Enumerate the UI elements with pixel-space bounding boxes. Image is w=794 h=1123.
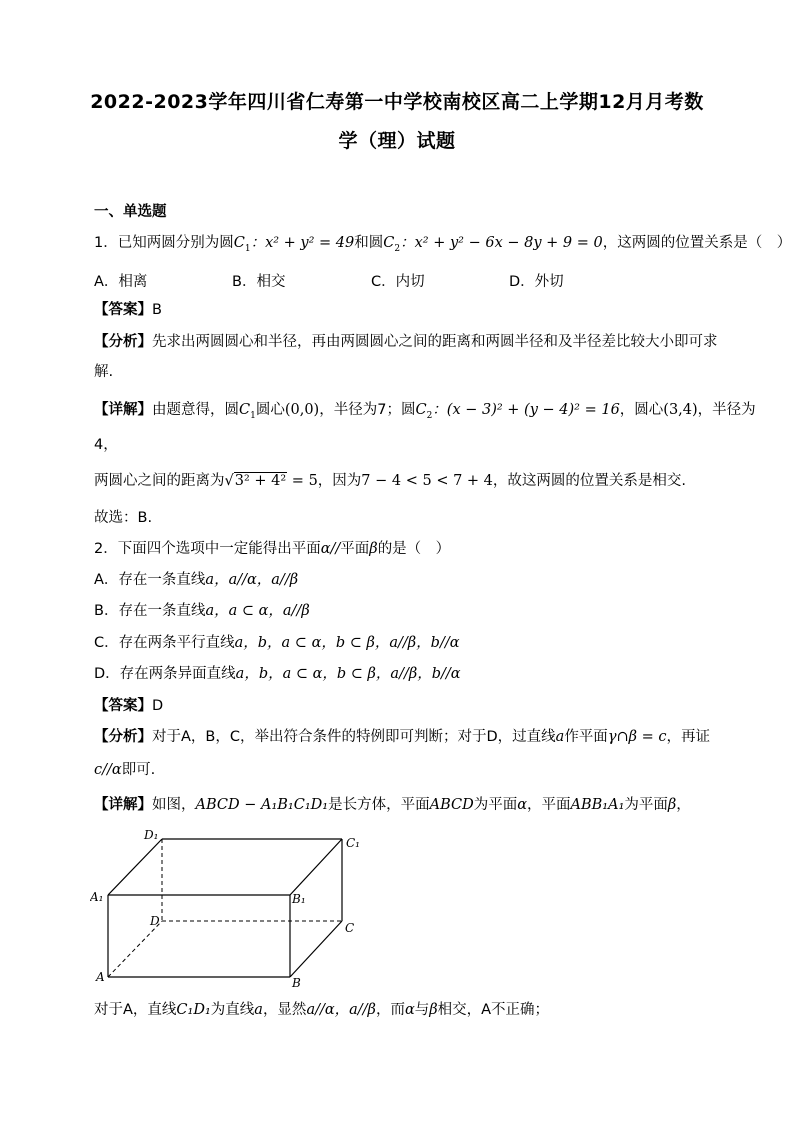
edge-bc (290, 921, 342, 977)
question-1-distance: 两圆心之间的距离为√3² + 4² = 5，因为7 − 4 < 5 < 7 + 4，故这两圆的位置关系是相交. (94, 473, 687, 489)
question-2-option-b: B．存在一条直线a，a ⊂ α，a//β (94, 603, 310, 619)
question-2-detail: 【详解】如图，ABCD − A₁B₁C₁D₁是长方体，平面ABCD为平面α，平面ABB₁A₁为平面β， (94, 797, 691, 813)
cuboid-figure (90, 825, 370, 995)
question-2-answer: 【答案】D (94, 698, 164, 714)
edge-a1d1 (108, 839, 162, 895)
question-2-option-a: A．存在一条直线a，a//α，a//β (94, 572, 299, 588)
question-1-detail: 【详解】由题意得，圆$C_1$圆心(0,0)，半径为7；圆$C_2$：(x − 3)² + (y − 4)² = 16，圆心(3,4)，半径为 (94, 402, 756, 421)
doc-title-line-1: 2022-2023学年四川省仁寿第一中学校南校区高二上学期12月月考数 (90, 91, 704, 113)
question-2-analysis-cont: c//α即可. (94, 762, 156, 778)
question-1-answer: 【答案】B (94, 302, 162, 318)
label-b1: B₁ (292, 892, 306, 906)
question-1-option-b: B．相交 (232, 274, 286, 290)
section-heading: 一、单选题 (94, 204, 167, 220)
label-a: A (96, 970, 105, 984)
label-a1: A₁ (90, 890, 104, 904)
question-1-option-a: A．相离 (94, 274, 148, 290)
question-1-stem: 1．已知两圆分别为圆$C_1$：x² + y² = 49和圆$C_2$：x² + y² − 6x − 8y + 9 = 0，这两圆的位置关系是（ ） (94, 235, 792, 254)
question-2-option-c: C．存在两条平行直线a，b，a ⊂ α，b ⊂ β，a//β，b//α (94, 635, 460, 651)
label-b: B (292, 976, 301, 990)
edge-b1c1 (290, 839, 342, 895)
doc-title-line-2: 学（理）试题 (338, 130, 456, 152)
edge-ad-hidden (108, 921, 162, 977)
question-2-analysis: 【分析】对于A，B，C，举出符合条件的特例即可判断；对于D，过直线a作平面γ∩β = c，再证 (94, 729, 710, 745)
question-1-option-d: D．外切 (509, 274, 564, 290)
question-2-option-a-analysis: 对于A，直线C₁D₁为直线a，显然a//α，a//β，而α与β相交，A不正确； (94, 1002, 550, 1018)
question-1-detail-cont: 4， (94, 437, 118, 453)
question-1-choice: 故选：B. (94, 510, 153, 526)
question-2-stem: 2．下面四个选项中一定能得出平面α//平面β的是（ ） (94, 541, 451, 557)
label-c: C (345, 921, 355, 935)
question-1-analysis: 【分析】先求出两圆圆心和半径，再由两圆圆心之间的距离和两圆半径和及半径差比较大小即可求 (94, 334, 718, 350)
label-d1: D₁ (144, 828, 159, 842)
question-2-option-d: D．存在两条异面直线a，b，a ⊂ α，b ⊂ β，a//β，b//α (94, 666, 461, 682)
label-d: D (150, 914, 160, 928)
question-1-option-c: C．内切 (371, 274, 425, 290)
label-c1: C₁ (346, 836, 360, 850)
question-1-analysis-cont: 解. (94, 364, 114, 380)
